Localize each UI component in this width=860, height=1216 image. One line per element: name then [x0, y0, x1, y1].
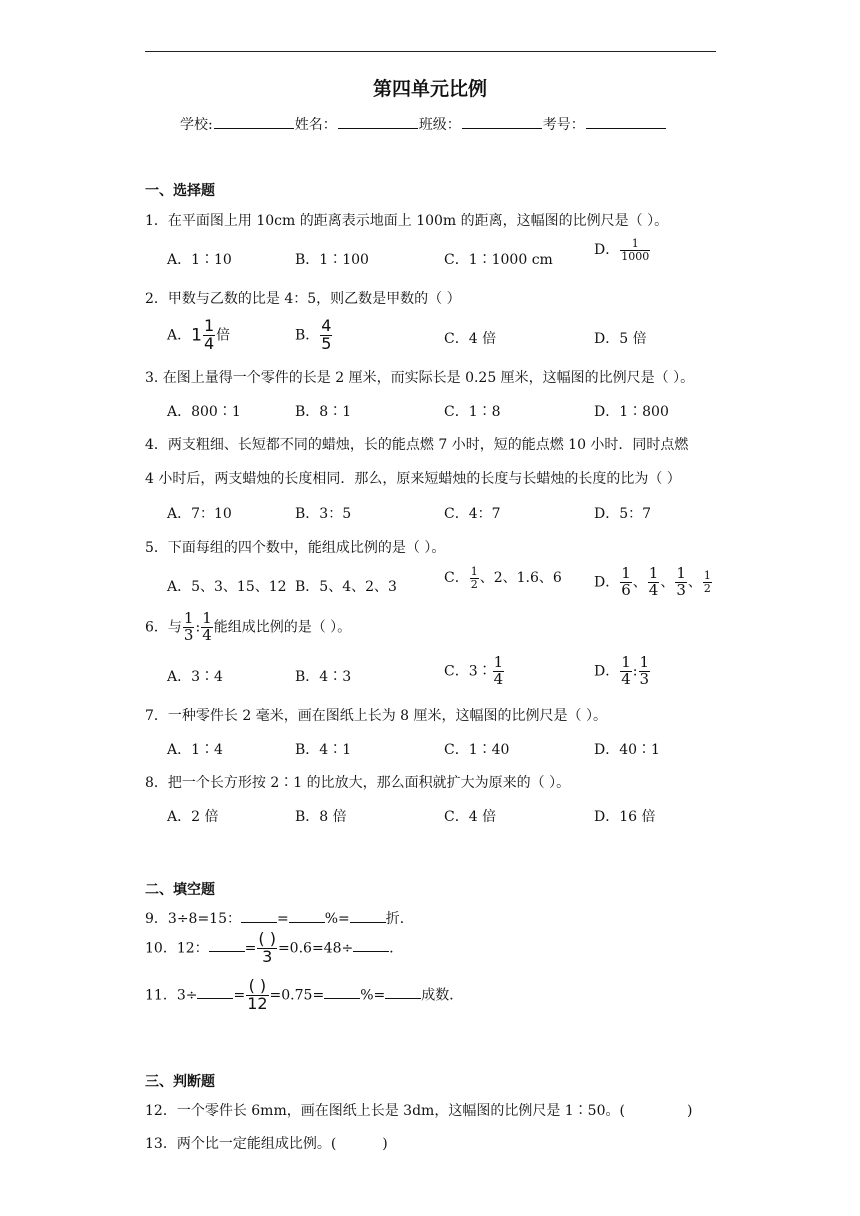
q1-option-d[interactable]: [594, 238, 651, 262]
q3-option-a[interactable]: A．800∶1: [167, 404, 241, 420]
fraction-numerator: 1: [703, 569, 711, 583]
q6-option-d[interactable]: [594, 655, 651, 688]
q3-option-c[interactable]: C．1∶8: [444, 404, 501, 420]
class-blank[interactable]: [462, 116, 542, 129]
q13-text: 13．两个比一定能组成比例。(: [145, 1136, 337, 1152]
q6-option-b[interactable]: B．4∶3: [295, 669, 352, 685]
q7-option-b[interactable]: B．4∶1: [295, 742, 352, 758]
fraction-denominator: 4: [202, 625, 212, 644]
fraction-numerator: 1: [203, 316, 215, 335]
answer-blank[interactable]: [197, 986, 233, 999]
fraction-denominator: 3: [676, 580, 686, 599]
q7-option-c[interactable]: C．1∶40: [444, 742, 510, 758]
q12-text: 12．一个零件长 6mm，画在图纸上长是 3dm，这幅图的比例尺是 1∶50。(: [145, 1103, 625, 1119]
q2-b-prefix: B．: [295, 327, 320, 344]
q10-part: =: [244, 940, 257, 957]
question-4-line-1: 4．两支粗细、长短都不同的蜡烛，长的能点燃 7 小时，短的能点燃 10 小时．同时点燃: [145, 437, 689, 453]
fraction-numerator: 1: [493, 653, 504, 671]
q6-c-prefix: C．3∶: [444, 663, 492, 680]
fraction-denominator: 12: [247, 993, 268, 1013]
q1-d-fraction: [620, 238, 650, 262]
q4-option-b[interactable]: B．3：5: [295, 506, 352, 522]
fraction-numerator: 1: [648, 564, 659, 582]
q7-option-d[interactable]: D．40∶1: [594, 742, 660, 758]
q5-d-fraction-1: [620, 566, 632, 599]
student-info-line: [180, 114, 667, 134]
q4-option-c[interactable]: C．4：7: [444, 506, 501, 522]
answer-blank[interactable]: [385, 986, 421, 999]
question-11: [145, 978, 463, 1013]
question-13: [145, 1133, 388, 1153]
q6-d-fraction-2: [639, 655, 651, 688]
q1-d-prefix: D．: [594, 242, 620, 259]
q2-a-prefix: A．: [167, 327, 192, 344]
fraction-denominator: 6: [621, 580, 631, 599]
fraction-denominator: 1000: [621, 249, 650, 263]
q9-part: =: [277, 911, 289, 927]
q5-d-fraction-2: [648, 566, 660, 599]
fraction-denominator: 4: [648, 580, 659, 599]
q2-option-b[interactable]: [295, 318, 333, 353]
fraction-denominator: 3: [183, 625, 194, 644]
fraction-numerator: 1: [202, 609, 212, 627]
q11-part: =: [233, 987, 246, 1004]
section-heading-judge: 三、判断题: [145, 1074, 215, 1090]
q1-option-c[interactable]: C．1∶1000 cm: [444, 252, 553, 268]
q6-c-fraction: [493, 655, 505, 688]
q13-close: ): [382, 1136, 388, 1152]
q12-close: ): [686, 1103, 693, 1119]
q9-part: %=: [324, 911, 350, 927]
q3-option-d[interactable]: D．1∶800: [594, 404, 669, 420]
fraction-numerator: 4: [321, 316, 332, 335]
fraction-numerator: ( ): [258, 929, 276, 948]
fraction-denominator: 4: [203, 333, 215, 353]
q6-d-fraction-1: [620, 655, 632, 688]
question-4-line-2: 4 小时后，两支蜡烛的长度相同．那么，原来短蜡烛的长度与长蜡烛的长度的比为（ ）: [145, 471, 681, 487]
fraction-numerator: 1: [621, 564, 631, 582]
question-5: 5．下面每组的四个数中，能组成比例的是（ ）。: [145, 540, 446, 556]
q10-fraction: [257, 931, 277, 966]
name-blank[interactable]: [338, 116, 418, 129]
q5-d-separator: 、: [660, 574, 675, 591]
q5-option-d[interactable]: [594, 566, 713, 599]
answer-blank[interactable]: [324, 986, 360, 999]
q5-c-fraction: [470, 566, 479, 590]
fraction-numerator: 1: [620, 238, 650, 251]
q8-option-a[interactable]: A．2 倍: [167, 809, 219, 825]
question-9: [145, 908, 414, 928]
q2-option-c[interactable]: C．4 倍: [444, 331, 497, 347]
fraction-numerator: 1: [470, 565, 478, 578]
q5-d-separator: 、: [632, 574, 647, 591]
question-8: 8．把一个长方形按 2∶1 的比放大，那么面积就扩大为原来的（ ）。: [145, 775, 571, 791]
q6-prefix: 6．与: [145, 619, 182, 636]
class-label: 班级：: [418, 117, 461, 133]
fraction-numerator: 1: [183, 609, 194, 627]
question-6: [145, 611, 351, 644]
fraction-denominator: 3: [639, 669, 650, 688]
q6-d-colon: :: [632, 663, 638, 680]
fraction-numerator: 1: [621, 653, 631, 671]
q6-colon: :: [195, 619, 201, 636]
q10-part: ．: [389, 940, 404, 957]
q11-fraction: [246, 978, 268, 1013]
answer-blank[interactable]: [289, 910, 325, 923]
question-7: 7．一种零件长 2 毫米，画在图纸上长为 8 厘米，这幅图的比例尺是（ ）。: [145, 708, 607, 724]
question-1: 1．在平面图上用 10cm 的距离表示地面上 100m 的距离，这幅图的比例尺是（ ）。: [145, 213, 669, 229]
q7-option-a[interactable]: A．1∶4: [167, 742, 223, 758]
q11-part: 11．3÷: [145, 987, 198, 1004]
answer-blank[interactable]: [209, 939, 245, 952]
q1-option-b[interactable]: B．1∶100: [295, 252, 369, 268]
fraction-denominator: 4: [493, 669, 504, 688]
question-10: [145, 931, 403, 966]
q5-option-c[interactable]: [444, 566, 562, 590]
q11-part: =0.75=: [269, 987, 325, 1004]
fraction-denominator: 4: [621, 669, 631, 688]
q9-part: 折．: [385, 911, 414, 927]
q5-d-fraction-3: [675, 566, 687, 599]
q6-option-a[interactable]: A．3∶4: [167, 669, 223, 685]
q10-part: 10．12：: [145, 940, 209, 957]
q8-option-c[interactable]: C．4 倍: [444, 809, 497, 825]
q6-suffix: 能组成比例的是（ ）。: [213, 619, 352, 636]
q5-option-a[interactable]: A．5、3、15、12: [167, 579, 287, 595]
fraction-numerator: ( ): [246, 978, 268, 996]
q11-part: 成数．: [421, 987, 464, 1004]
exam-no-label: 考号：: [542, 117, 585, 133]
q5-d-separator: 、: [687, 574, 702, 591]
answer-blank[interactable]: [353, 939, 389, 952]
q6-option-c[interactable]: [444, 655, 505, 688]
q10-part: =0.6=48÷: [277, 940, 354, 957]
q2-option-a[interactable]: [167, 318, 230, 353]
q5-d-prefix: D．: [594, 574, 620, 591]
fraction-denominator: 3: [262, 946, 273, 966]
page-title: 第四单元比例: [372, 78, 487, 100]
fraction-numerator: 1: [639, 653, 650, 671]
school-blank[interactable]: [214, 116, 294, 129]
q5-c-prefix: C．: [444, 570, 469, 587]
q4-option-a[interactable]: A．7：10: [167, 506, 232, 522]
name-label: 姓名：: [294, 117, 337, 133]
q3-option-b[interactable]: B．8∶1: [295, 404, 352, 420]
exam-no-blank[interactable]: [586, 116, 666, 129]
q6-fraction-2: [201, 611, 213, 644]
school-label: 学校:: [180, 117, 213, 133]
q5-c-suffix: 、2、1.6、6: [479, 570, 562, 587]
q8-option-d[interactable]: D．16 倍: [594, 809, 656, 825]
question-12: [145, 1100, 692, 1120]
fraction-denominator: 5: [321, 333, 332, 353]
q2-a-suffix: 倍: [216, 327, 231, 344]
answer-blank[interactable]: [350, 910, 386, 923]
question-3: 3. 在图上量得一个零件的长是 2 厘米，而实际长是 0.25 厘米，这幅图的比例尺是（ ）。: [145, 370, 695, 386]
q8-option-b[interactable]: B．8 倍: [295, 809, 347, 825]
q2-option-d[interactable]: D．5 倍: [594, 331, 647, 347]
q5-option-b[interactable]: B．5、4、2、3: [295, 579, 397, 595]
answer-blank[interactable]: [241, 910, 277, 923]
q11-part: %=: [360, 987, 386, 1004]
fraction-numerator: 1: [676, 564, 686, 582]
question-2: 2．甲数与乙数的比是 4：5，则乙数是甲数的（ ）: [145, 291, 461, 307]
header-rule: [145, 51, 716, 52]
q5-d-fraction-4: [703, 570, 712, 594]
q6-fraction-1: [183, 611, 195, 644]
q2-a-whole: 1: [191, 325, 202, 346]
q1-option-a[interactable]: A．1∶10: [167, 252, 232, 268]
fraction-denominator: 2: [703, 581, 711, 595]
section-heading-fill: 二、填空题: [145, 882, 215, 898]
q6-d-prefix: D．: [594, 663, 620, 680]
fraction-denominator: 2: [470, 577, 478, 591]
q2-b-fraction: [320, 318, 332, 353]
q2-a-fraction: [203, 318, 215, 353]
q4-option-d[interactable]: D．5：7: [594, 506, 652, 522]
q9-part: 9．3÷8=15：: [145, 911, 241, 927]
section-heading-choice: 一、选择题: [145, 183, 215, 199]
